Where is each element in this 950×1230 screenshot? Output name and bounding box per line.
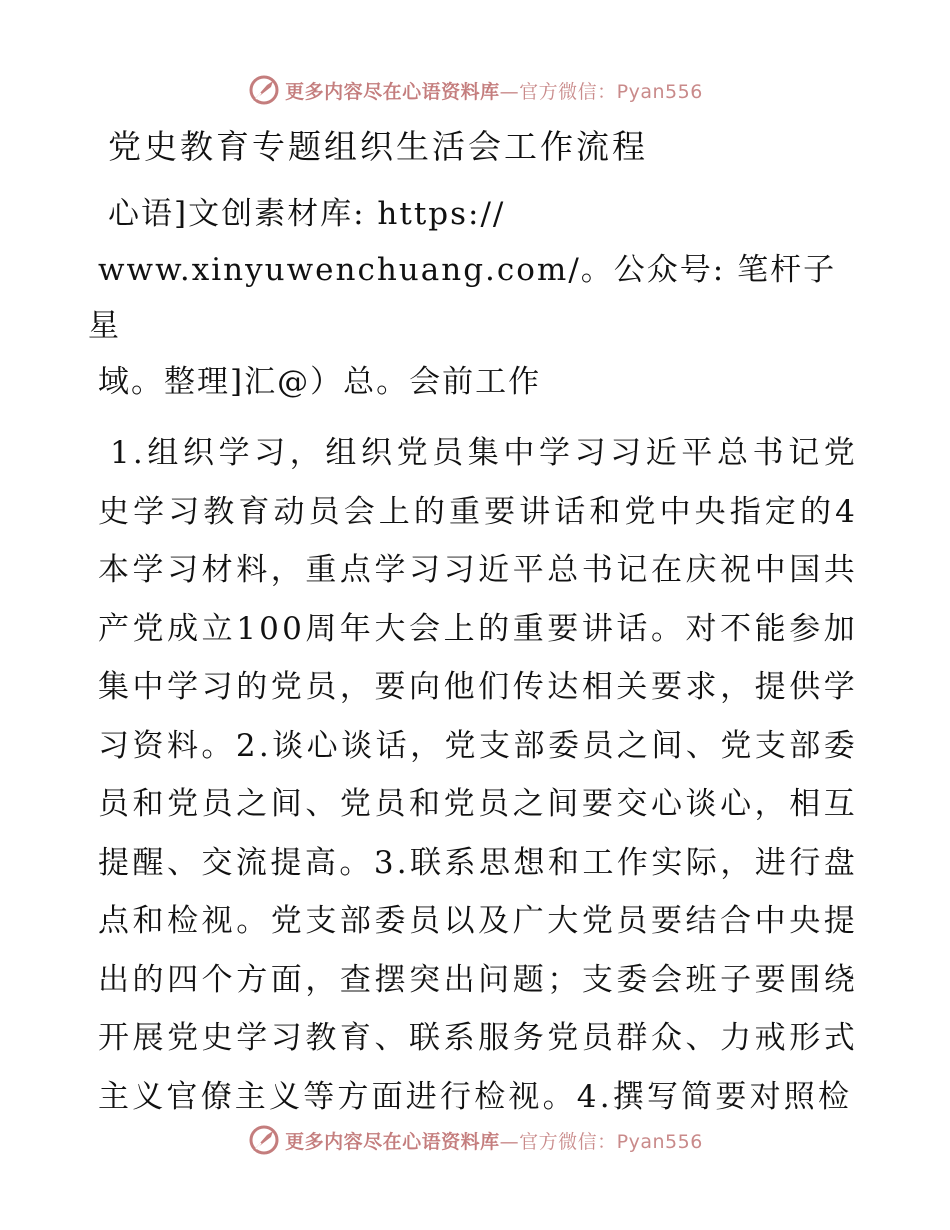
watermark-wechat: 官方微信：Pyan556	[519, 1130, 703, 1153]
watermark-banner-top	[0, 70, 950, 110]
watermark-brand: 更多内容尽在心语资料库	[285, 1130, 500, 1153]
watermark-brand: 更多内容尽在心语资料库	[285, 80, 500, 103]
watermark-dash: —	[499, 80, 520, 103]
watermark-text	[285, 1127, 703, 1154]
watermark-dash: —	[499, 1130, 520, 1153]
watermark-text	[285, 77, 703, 104]
document-title: 党史教育专题组织生活会工作流程	[108, 127, 648, 166]
watermark-wechat: 官方微信：Pyan556	[519, 80, 703, 103]
source-line-3: 域。整理]汇@）总。会前工作	[98, 364, 542, 400]
source-paragraph	[88, 186, 858, 410]
document-body	[88, 122, 858, 1126]
source-line-1: 心语]文创素材库: https://	[108, 196, 506, 232]
watermark-banner-bottom	[0, 1120, 950, 1160]
quill-circle-logo-icon	[247, 1123, 281, 1157]
quill-circle-logo-icon	[247, 73, 281, 107]
body-paragraph: 1.组织学习，组织党员集中学习习近平总书记党史学习教育动员会上的重要讲话和党中央指定的4本学习材料，重点学习习近平总书记在庆祝中国共产党成立100周年大会上的重要讲话。对不能参加集中学习的党员，要向他们传达相关要求，提供学习资料。2.谈心谈话，党支部委员之间、党支部委员和党员之间、党员和党员之间要交心谈心，相互提醒、交流提高。3.联系思想和工作实际，进行盘点和检视。党支部委员以及广大党员要结合中央提出的四个方面，查摆突出问题；支委会班子要围绕开展党史学习教育、联系服务党员群众、力戒形式主义官僚主义等方面进行检视。4.撰写简要对照检	[98, 435, 858, 1115]
source-line-2: www.xinyuwenchuang.com/。公众号: 笔杆子星	[88, 252, 837, 344]
